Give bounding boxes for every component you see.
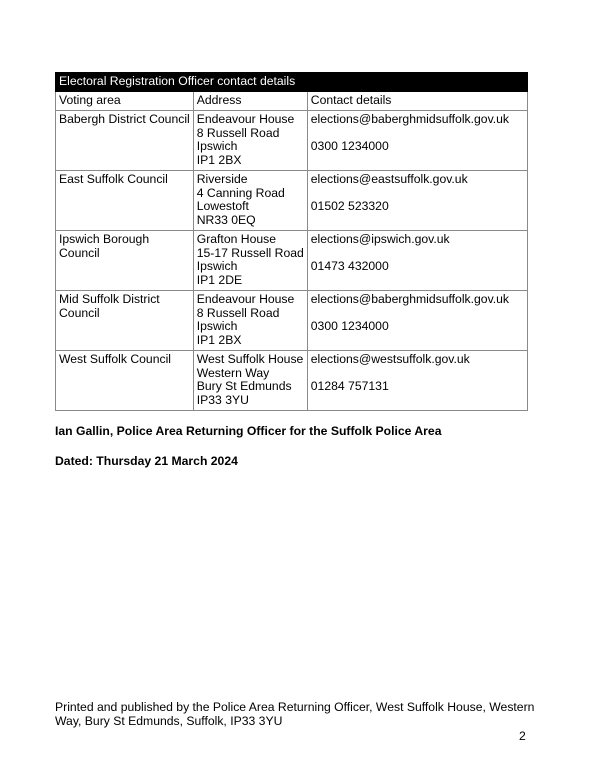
header-contact-details: Contact details — [307, 92, 527, 111]
page-number: 2 — [519, 729, 526, 743]
address-line: Bury St Edmunds — [196, 379, 292, 394]
imprint-line: Printed and published by the Police Area Returning Officer, West Suffolk House, Western — [55, 700, 535, 714]
phone-number: 01502 523320 — [310, 199, 389, 214]
voting-area-line: Council — [59, 305, 100, 320]
address-line: Ipswich — [196, 259, 238, 274]
spacer — [311, 307, 524, 321]
spacer — [311, 127, 524, 141]
phone-number: 0300 1234000 — [310, 319, 389, 334]
address-line: Endeavour House — [196, 292, 295, 306]
address-line: NR33 0EQ — [196, 212, 256, 227]
voting-area-line: East Suffolk Council — [59, 172, 168, 186]
contact-cell — [307, 351, 527, 411]
address-line: IP33 3YU — [196, 392, 249, 407]
date-line: Dated: Thursday 21 March 2024 — [55, 454, 238, 468]
contact-cell — [307, 171, 527, 231]
voting-area-line: Ipswich Borough — [59, 232, 150, 246]
voting-area-cell — [56, 351, 194, 411]
contact-cell — [307, 231, 527, 291]
imprint-line: Way, Bury St Edmunds, Suffolk, IP33 3YU — [55, 713, 283, 728]
voting-area-cell — [56, 231, 194, 291]
table-row — [56, 111, 528, 171]
table-header-row — [56, 92, 528, 111]
address-line: Western Way — [196, 365, 270, 380]
address-line: Ipswich — [196, 319, 238, 334]
contact-cell — [307, 291, 527, 351]
email-address[interactable]: elections@eastsuffolk.gov.uk — [310, 172, 468, 186]
spacer — [311, 187, 524, 201]
address-line: West Suffolk House — [196, 352, 304, 366]
header-address: Address — [193, 92, 307, 111]
address-line: IP1 2BX — [196, 152, 242, 167]
email-address[interactable]: elections@baberghmidsuffolk.gov.uk — [310, 112, 510, 126]
address-cell — [193, 231, 307, 291]
address-line: Riverside — [196, 172, 248, 186]
address-cell — [193, 111, 307, 171]
phone-number: 0300 1234000 — [310, 139, 389, 154]
address-line: 4 Canning Road — [196, 185, 285, 200]
address-line: 8 Russell Road — [196, 125, 280, 140]
voting-area-cell — [56, 171, 194, 231]
table-row — [56, 351, 528, 411]
voting-area-cell — [56, 111, 194, 171]
address-line: Ipswich — [196, 139, 238, 154]
address-line: Endeavour House — [196, 112, 295, 126]
table-row — [56, 291, 528, 351]
address-cell — [193, 291, 307, 351]
table-row — [56, 171, 528, 231]
voting-area-line: Babergh District Council — [59, 112, 190, 126]
address-cell — [193, 351, 307, 411]
address-line: Grafton House — [196, 232, 276, 246]
voting-area-cell — [56, 291, 194, 351]
table-row — [56, 231, 528, 291]
email-address[interactable]: elections@baberghmidsuffolk.gov.uk — [310, 292, 510, 306]
email-address[interactable]: elections@ipswich.gov.uk — [310, 232, 450, 246]
header-voting-area: Voting area — [56, 92, 194, 111]
address-line: 8 Russell Road — [196, 305, 280, 320]
ero-contact-table — [55, 72, 528, 411]
phone-number: 01284 757131 — [310, 379, 389, 394]
address-line: IP1 2BX — [196, 332, 242, 347]
table-title: Electoral Registration Officer contact details — [56, 73, 528, 92]
spacer — [311, 247, 524, 261]
address-line: Lowestoft — [196, 199, 249, 214]
voting-area-line: Mid Suffolk District — [59, 292, 160, 306]
address-cell — [193, 171, 307, 231]
table-title-row — [56, 73, 528, 92]
voting-area-line: West Suffolk Council — [59, 352, 171, 366]
voting-area-line: Council — [59, 245, 100, 260]
email-address[interactable]: elections@westsuffolk.gov.uk — [310, 352, 470, 366]
imprint — [55, 701, 535, 728]
contact-cell — [307, 111, 527, 171]
signatory: Ian Gallin, Police Area Returning Officer for the Suffolk Police Area — [55, 424, 442, 438]
phone-number: 01473 432000 — [310, 259, 389, 274]
address-line: 15-17 Russell Road — [196, 245, 304, 260]
address-line: IP1 2DE — [196, 272, 243, 287]
spacer — [311, 367, 524, 381]
